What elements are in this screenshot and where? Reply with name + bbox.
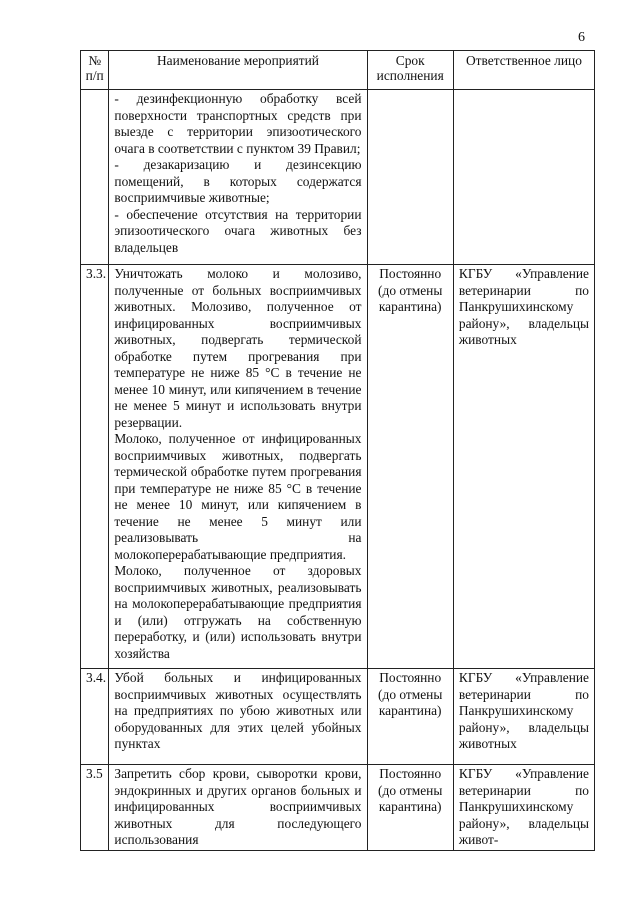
row-name-paragraph: Убой больных и инфицированных восприимчивых животных осуществлять на предприятиях по убою животных или оборудованных для этих целей убойных пунктах (114, 670, 362, 751)
table-row (81, 765, 595, 851)
table-row (81, 90, 595, 265)
row-name-paragraph: - дезинфекционную обработку всей поверхности транспортных средств при выезде с территории эпизоотического очага в соответствии с пунктом 39 Правил; (114, 91, 362, 156)
row-term (367, 90, 453, 265)
row-term: Постоянно (до отмены карантина) (367, 669, 453, 765)
row-responsible: КГБУ «Управление ветеринарии по Панкрушихинскому району», владельцы животных (453, 265, 594, 669)
table-header-row (81, 51, 595, 90)
row-name-paragraph: Запретить сбор крови, сыворотки крови, эндокринных и других органов больных и инфицированных восприимчивых животных для последующего использования (114, 766, 362, 847)
header-responsible: Ответственное лицо (453, 51, 594, 90)
row-name-paragraph: Уничтожать молоко и молозиво, полученные от больных восприимчивых животных. Молозиво, полученное от инфицированных восприимчивых животных, подвергать термической обработке путем прогревания при температуре не ниже 85 °С в течение не менее 10 минут, или кипячением в течение не менее 5 минут и использовать внутри резервации. (114, 266, 362, 430)
header-name: Наименование мероприятий (109, 51, 367, 90)
row-name-paragraph: - дезакаризацию и дезинсекцию помещений, в которых содержатся восприимчивые животные; (114, 157, 362, 205)
row-term: Постоянно (до отмены карантина) (367, 265, 453, 669)
row-name (109, 669, 367, 765)
table-row (81, 265, 595, 669)
row-num: 3.4. (81, 669, 109, 765)
row-name-paragraph: - обеспечение отсутствия на территории эпизоотического очага животных без владельцев (114, 206, 362, 255)
row-name (109, 765, 367, 851)
row-term: Постоянно (до отмены карантина) (367, 765, 453, 851)
row-responsible: КГБУ «Управление ветеринарии по Панкрушихинскому району», владельцы живот- (453, 765, 594, 851)
header-num: № п/п (81, 51, 109, 90)
row-responsible: КГБУ «Управление ветеринарии по Панкрушихинскому району», владельцы животных (453, 669, 594, 765)
header-term: Срок исполнения (367, 51, 453, 90)
row-name-paragraph: Молоко, полученное от инфицированных восприимчивых животных, подвергать термической обработке путем прогревания при температуре не ниже 85 °С в течение не менее 10 минут, или кипячением в течение не менее 5 минут или реализовывать на молокоперерабатывающие предприятия. (114, 431, 362, 562)
row-num (81, 90, 109, 265)
row-name-paragraph: Молоко, полученное от здоровых восприимчивых животных, реализовывать на молокоперерабатывающие предприятия и (или) отгружать на собственную переработку, и (или) использовать внутри хозяйства (114, 563, 362, 661)
row-name (109, 90, 367, 265)
row-responsible (453, 90, 594, 265)
row-num: 3.5 (81, 765, 109, 851)
row-num: 3.3. (81, 265, 109, 669)
measures-table (80, 50, 595, 851)
table-row (81, 669, 595, 765)
page-number: 6 (578, 30, 585, 45)
row-name (109, 265, 367, 669)
